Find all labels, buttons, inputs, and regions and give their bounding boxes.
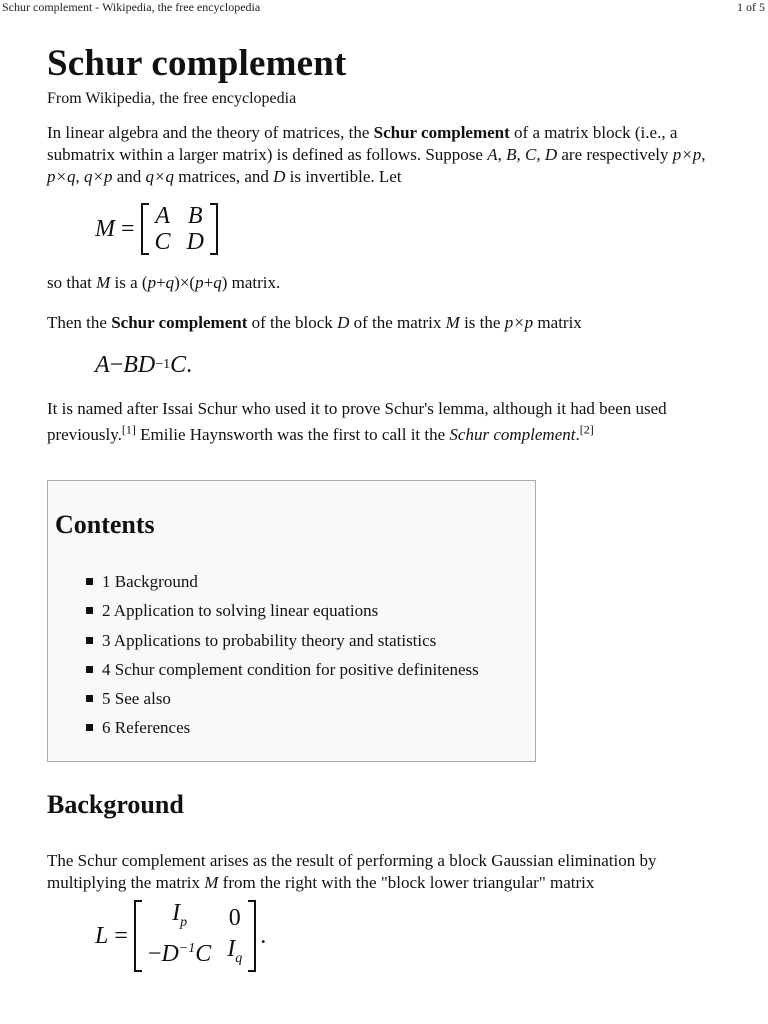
toc-item[interactable]: 2 Application to solving linear equations [86, 596, 479, 625]
table-of-contents [47, 480, 536, 762]
matrix-entry: B [187, 203, 203, 229]
block-matrix [141, 203, 218, 255]
matrix-entry: D [186, 229, 204, 255]
background-section [47, 788, 737, 968]
matrix-entry: A [155, 203, 170, 229]
bullet-icon [86, 637, 93, 644]
block-matrix [134, 900, 256, 972]
matrix-l-formula [47, 900, 737, 968]
equals-sign: = [121, 216, 135, 242]
toc-item[interactable]: 3 Applications to probability theory and statistics [86, 626, 479, 655]
toc-item[interactable]: 4 Schur complement condition for positive definiteness [86, 655, 479, 684]
section-heading: Background [47, 790, 184, 819]
tagline: From Wikipedia, the free encyclopedia [47, 90, 297, 107]
citation-link[interactable]: [2] [579, 422, 594, 437]
matrix-m-formula [47, 194, 737, 264]
article-content [47, 40, 737, 448]
toc-item[interactable]: 5 See also [86, 684, 479, 713]
bullet-icon [86, 724, 93, 731]
bullet-icon [86, 578, 93, 585]
bold-term: Schur complement [373, 123, 510, 142]
matrix-entry: C [154, 229, 171, 255]
toc-heading: Contents [55, 510, 155, 539]
definition-paragraph: Then the Schur complement of the block D of the matrix M is the p×p matrix [47, 313, 582, 332]
matrix-size-paragraph: so that M is a (p+q)×(p+q) matrix. [47, 273, 281, 292]
equals-sign: = [114, 922, 128, 949]
background-paragraph: The Schur complement arises as the result of performing a block Gaussian elimination by multiplying the matrix M from the right with the "block lower triangular" matrix [47, 851, 657, 892]
print-header [0, 0, 768, 16]
bullet-icon [86, 695, 93, 702]
bullet-icon [86, 666, 93, 673]
formula-lhs: M [95, 216, 115, 242]
page-indicator: 1 of 5 [737, 0, 765, 14]
toc-item[interactable]: 6 References [86, 713, 479, 742]
history-paragraph: It is named after Issai Schur who used it to prove Schur's lemma, although it had been used previously.[1] Emilie Haynsworth was the first to call it the Schur complement.[2] [47, 399, 667, 444]
doc-title: Schur complement - Wikipedia, the free encyclopedia [2, 0, 261, 14]
toc-item[interactable]: 1 Background [86, 567, 479, 596]
formula-period: . [260, 922, 267, 949]
matrix-entry: $-D^{-1}C$ [147, 940, 212, 967]
schur-complement-formula: A − BD −1 C . [95, 352, 193, 378]
matrix-entry: 0 [228, 905, 241, 932]
toc-list [86, 567, 479, 743]
intro-paragraph: In linear algebra and the theory of matrices, the Schur complement of a matrix block (i.e., a submatrix within a larger matrix) is defined as follows. Suppose A, B, C, D are respectively p×p, p×q, q×p and q×q matrices, and D is invertible. Let [47, 123, 706, 186]
matrix-entry: $I_q$ [227, 936, 243, 966]
citation-link[interactable]: [1] [121, 422, 136, 437]
formula-lhs: L [95, 922, 109, 949]
page-title: Schur complement [47, 43, 347, 84]
bullet-icon [86, 607, 93, 614]
matrix-entry: $I_p$ [172, 900, 188, 930]
